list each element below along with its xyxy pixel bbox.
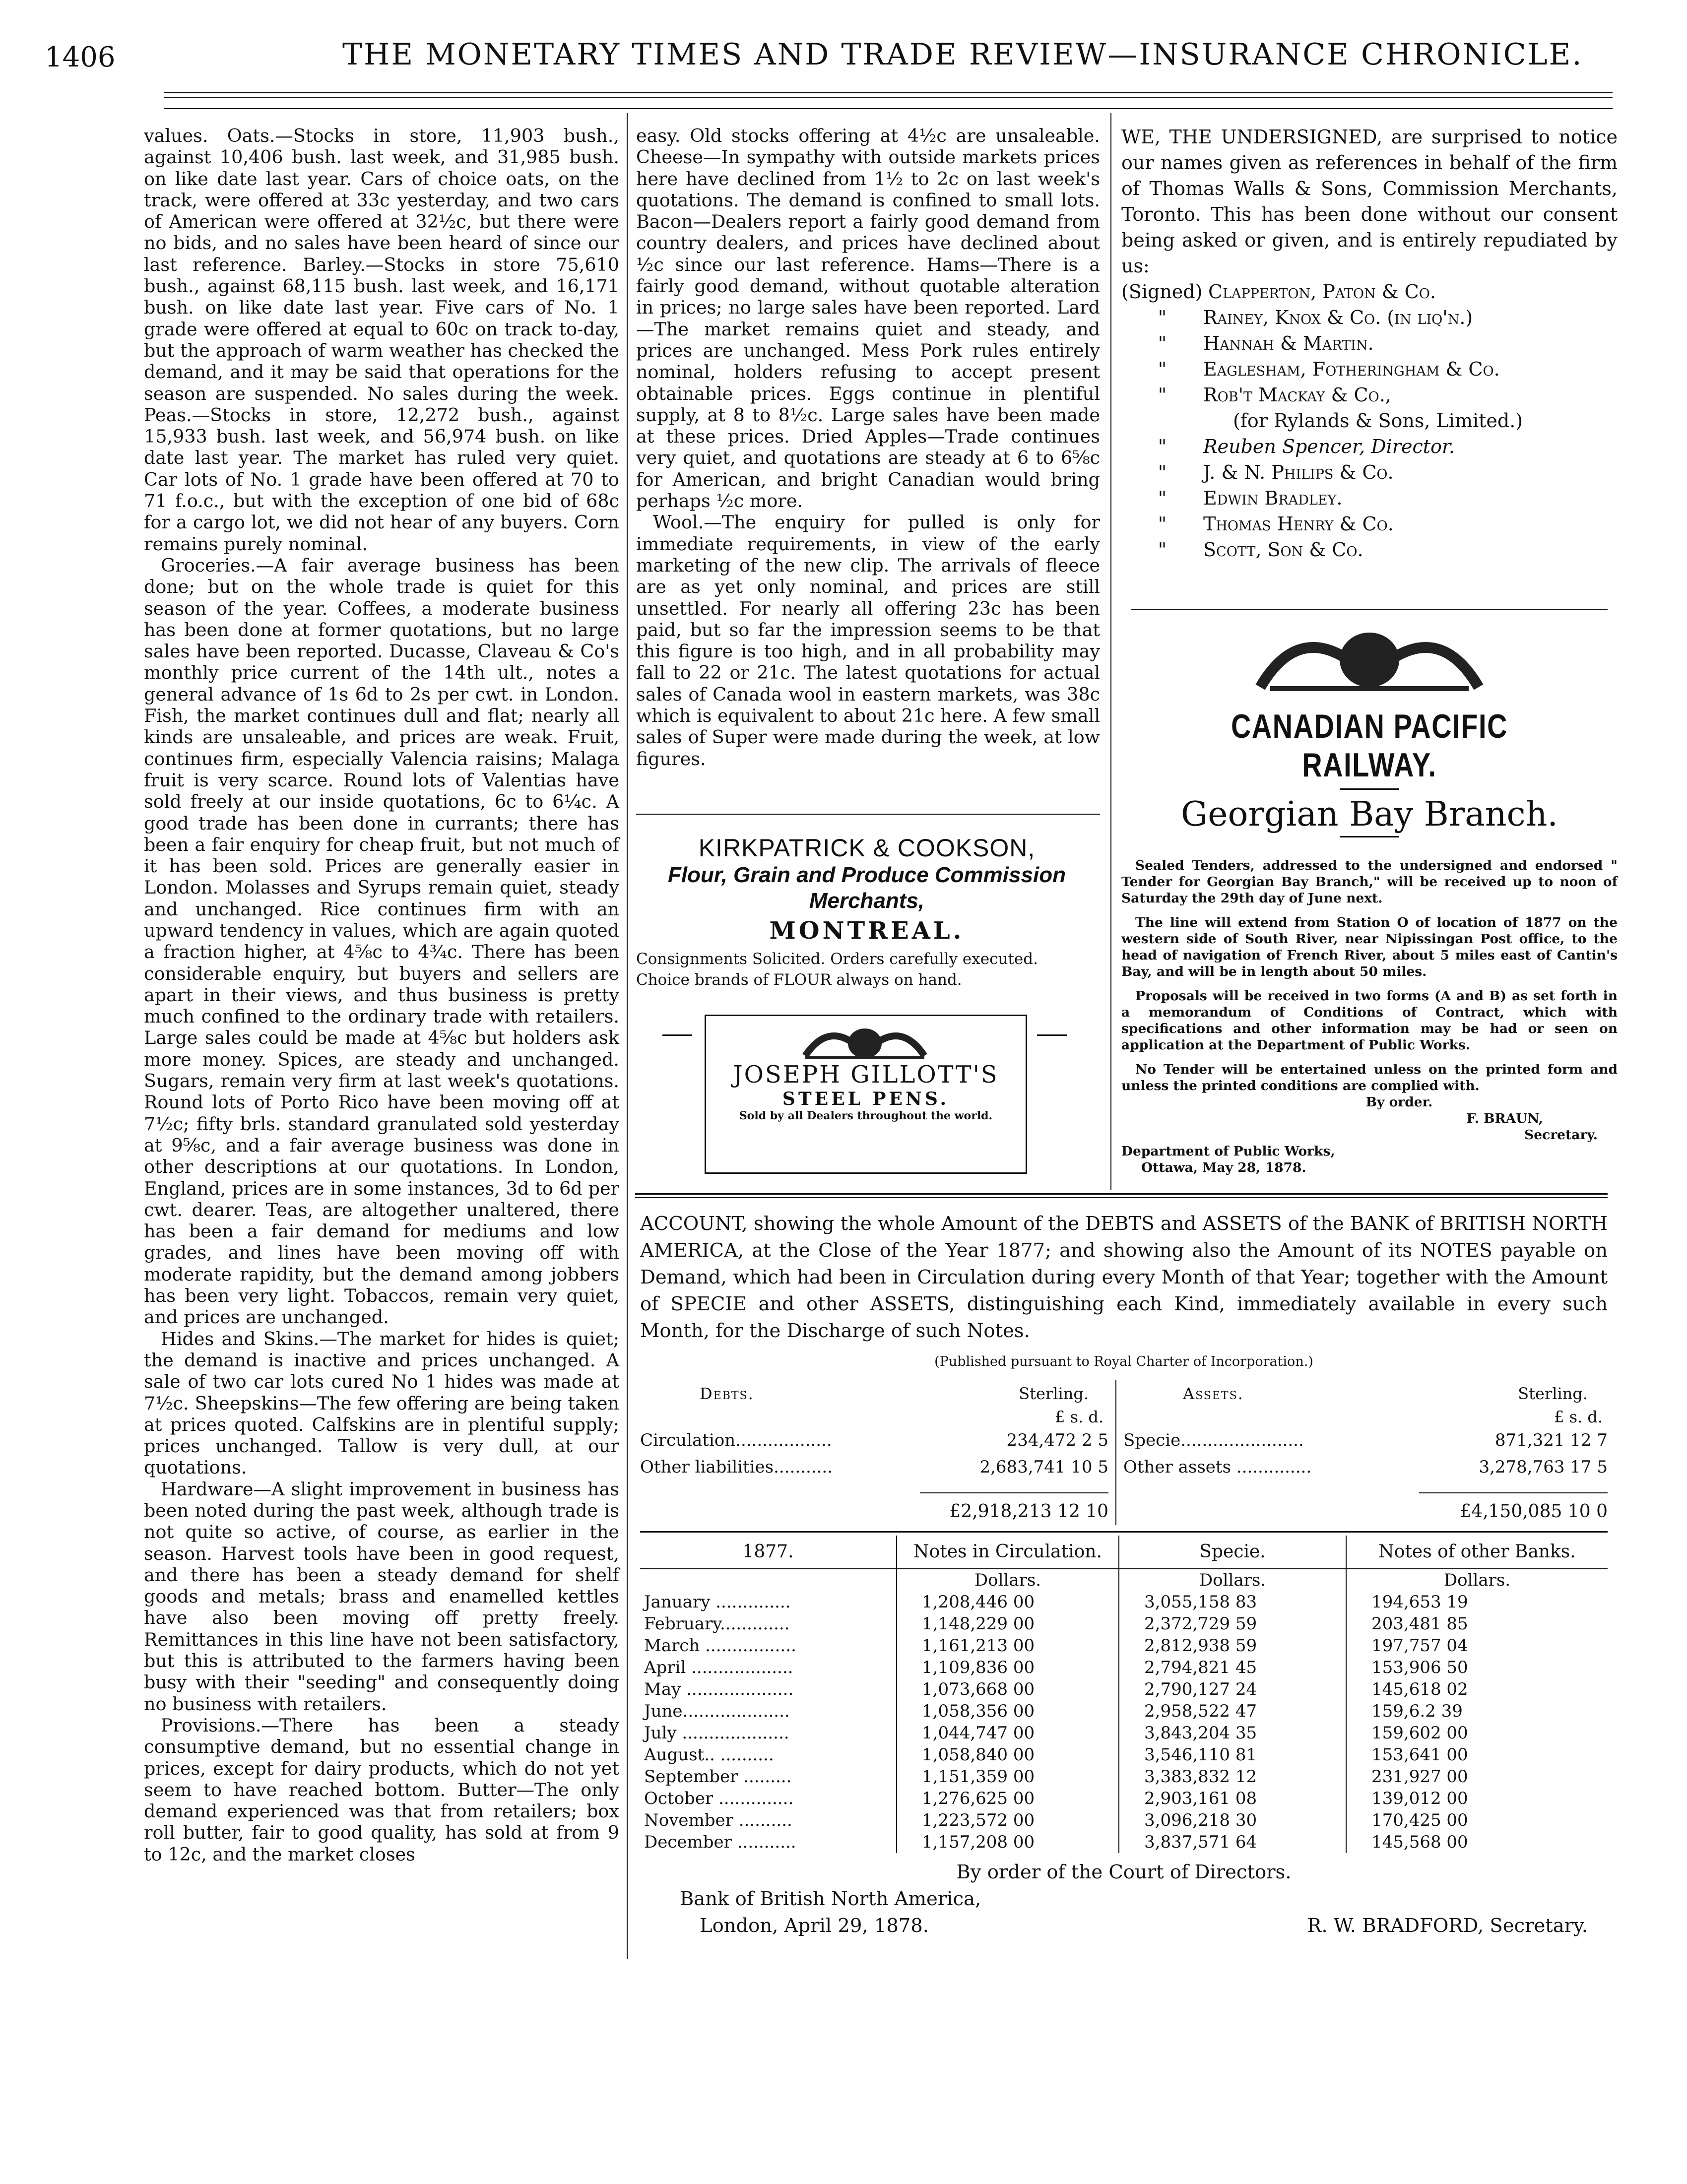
- signatory: Eaglesham, Fotheringham & Co.: [1203, 358, 1500, 380]
- ditto-mark: ": [1158, 461, 1167, 483]
- month-name: October ..............: [640, 1788, 897, 1809]
- header-rule: [164, 92, 1613, 93]
- column-divider-1: [627, 113, 628, 1959]
- debt-name: Circulation..................: [640, 1430, 832, 1450]
- debts-total: £2,918,213 12 10: [949, 1501, 1108, 1522]
- ad-rule: [636, 814, 1100, 815]
- sterling-label: Sterling.: [1019, 1384, 1089, 1403]
- notes-value: 1,058,840 00: [897, 1744, 1119, 1766]
- notes-value: 1,161,213 00: [897, 1635, 1119, 1657]
- cpr-p1: Sealed Tenders, addressed to the undersigned and endorsed " Tender for Georgian Bay Branch," will be received up to noon of Saturday the 29th day of June next.: [1121, 858, 1618, 906]
- notes-value: 1,208,446 00: [897, 1591, 1119, 1613]
- paragraph-grain: values. Oats.—Stocks in store, 11,903 bush., against 10,406 bush. last week, and 31,985 bush. on like date last year. Cars of choice oats, on the track, were offered at 33c yesterday, and two cars of American were offered at 32½c, but there were no bids, and no sales have been heard of since our last reference. Barley.—Stocks in store 75,610 bush., against 68,115 bush. last week, and 16,171 bush. on like date last year. Five cars of No. 1 grade were offered at equal to 60c on track to-day, but the approach of warm weather has checked the demand, and it may be said that operations for the season are suspended. No sales during the week. Peas.—Stocks in store, 12,272 bush., against 15,933 bush. last week, and 56,974 bush. on like date last year. The market has ruled very quiet. Car lots of No. 1 grade have been offered at 70 to 71 f.o.c., but with the exception of one bid of 68c for a cargo lot, we did not hear of any buyers. Corn remains purely nominal.: [144, 125, 619, 555]
- kirk-line1: Flour, Grain and Produce Commission: [668, 863, 1066, 887]
- page-title: THE MONETARY TIMES AND TRADE REVIEW—INSURANCE CHRONICLE.: [342, 37, 1583, 72]
- gillott-sold: Sold by all Dealers throughout the world.: [739, 1109, 993, 1122]
- account-secretary: R. W. BRADFORD, Secretary.: [1307, 1915, 1588, 1937]
- debts-section: [640, 1380, 1116, 1525]
- signatory: Thomas Henry & Co.: [1203, 513, 1394, 535]
- kirk-city: MONTREAL.: [769, 917, 965, 945]
- month-name: July ....................: [640, 1722, 897, 1744]
- account-place: London, April 29, 1878.: [700, 1915, 929, 1937]
- bank-name: Bank of British North America,: [680, 1888, 981, 1910]
- assets-total: £4,150,085 10 0: [1460, 1501, 1608, 1522]
- specie-value: 3,546,110 81: [1119, 1744, 1346, 1766]
- account-heading: ACCOUNT, showing the whole Amount of the DEBTS and ASSETS of the BANK of BRITISH NORTH AMERICA, at the Close of the Year 1877; and showing also the Amount of its NOTES payable on Demand, which had been in Circulation during every Month of that Year; together with the Amount of SPECIE and other ASSETS, distinguishing each Kind, immediately available in every such Month, for the Discharge of such Notes.: [640, 1213, 1608, 1342]
- gillott-name: JOSEPH GILLOTT'S: [733, 1061, 999, 1089]
- coat-of-arms-icon: [795, 1021, 934, 1061]
- signatory: Edwin Bradley.: [1203, 487, 1343, 509]
- signatory: Hannah & Martin.: [1203, 332, 1374, 354]
- other-banks-value: 153,641 00: [1371, 1745, 1468, 1765]
- monthly-table: [640, 1536, 1608, 1853]
- other-banks-value: 231,927 00: [1371, 1767, 1468, 1787]
- account-rule: [635, 1193, 1608, 1195]
- other-banks-value: 203,481 85: [1371, 1614, 1468, 1634]
- gillott-advertisement: [705, 1015, 1027, 1174]
- notes-value: 1,276,625 00: [897, 1788, 1119, 1809]
- debt-row: [640, 1454, 1108, 1480]
- paragraph-hides: Hides and Skins.—The market for hides is quiet; the demand is inactive and prices unchanged. A sale of two car lots cured No 1 hides was made at 7½c. Sheepskins—The few offering are being taken at prices quoted. Calfskins are in plentiful supply; prices unchanged. Tallow is very dull, at our quotations.: [144, 1328, 619, 1478]
- other-banks-value: 159,602 00: [1371, 1723, 1468, 1743]
- month-row: [640, 1788, 1608, 1809]
- page-header: [45, 37, 1642, 82]
- account-rule-2: [635, 1197, 1608, 1198]
- col-other: Notes of other Banks.: [1378, 1542, 1576, 1562]
- ditto-mark: ": [1158, 332, 1167, 354]
- debt-row: [640, 1427, 1108, 1454]
- cpr-title: CANADIAN PACIFIC RAILWAY.: [1231, 707, 1508, 784]
- month-row: [640, 1613, 1608, 1635]
- specie-value: 3,837,571 64: [1119, 1831, 1346, 1853]
- col-specie: Specie.: [1119, 1536, 1346, 1569]
- kirk-line2: Merchants,: [809, 889, 925, 913]
- ditto-mark: ": [1158, 436, 1167, 457]
- month-row: [640, 1635, 1608, 1657]
- debt-amount: 2,683,741 10 5: [979, 1457, 1108, 1477]
- asset-amount: 871,321 12 7: [1494, 1430, 1608, 1450]
- sterling-label: Sterling.: [1518, 1384, 1588, 1403]
- asset-name: Specie.......................: [1123, 1430, 1304, 1450]
- notes-value: 1,148,229 00: [897, 1613, 1119, 1635]
- signatory: Reuben Spencer, Director.: [1203, 436, 1455, 457]
- notes-value: 1,073,668 00: [897, 1678, 1119, 1700]
- month-name: November ..........: [640, 1809, 897, 1831]
- kirk-name: KIRKPATRICK & COOKSON,: [698, 834, 1036, 862]
- signed-label: (Signed): [1121, 281, 1203, 303]
- gill-rule-r: [1037, 1034, 1067, 1036]
- cpr-role: Secretary.: [1524, 1127, 1598, 1143]
- notice-rule: [1131, 609, 1608, 610]
- other-banks-value: 170,425 00: [1371, 1810, 1468, 1830]
- header-rule-2: [164, 97, 1613, 98]
- month-name: March .................: [640, 1635, 897, 1657]
- other-banks-value: 153,906 50: [1371, 1658, 1468, 1677]
- asset-row: [1123, 1427, 1608, 1454]
- cpr-p4: No Tender will be entertained unless on the printed form and unless the printed conditions are complied with.: [1121, 1062, 1618, 1093]
- paragraph-provisions-cont: easy. Old stocks offering at 4½c are unsaleable. Cheese—In sympathy with outside markets prices here have declined from 1½ to 2c on last week's quotations. The demand is confined to small lots. Bacon—Dealers report a fairly good demand from country dealers, and prices have declined about ½c since our last reference. Hams—There is a fairly good demand, without quotable alteration in prices; no large sales have been reported. Lard—The market remains quiet and steady, and prices are unchanged. Mess Pork rules entirely nominal, holders refusing to accept present obtainable prices. Eggs continue in plentiful supply, at 8 to 8½c. Large sales have been made at these prices. Dried Apples—Trade continues very quiet, and quotations are steady at 6 to 6⅝c for American, and bright Canadian would bring perhaps ½c more.: [636, 125, 1100, 512]
- signatory-note: (for Rylands & Sons, Limited.): [1233, 410, 1523, 432]
- specie-value: 3,383,832 12: [1119, 1766, 1346, 1788]
- cpr-byorder: By order.: [1365, 1094, 1433, 1110]
- month-row: [640, 1657, 1608, 1678]
- month-row: [640, 1700, 1608, 1722]
- specie-value: 2,812,938 59: [1119, 1635, 1346, 1657]
- month-name: May ....................: [640, 1678, 897, 1700]
- other-banks-value: 145,618 02: [1371, 1679, 1468, 1699]
- court-order: By order of the Court of Directors.: [956, 1861, 1292, 1883]
- cpr-signer: F. BRAUN,: [1466, 1111, 1543, 1126]
- paragraph-wool: Wool.—The enquiry for pulled is only for immediate requirements, in view of the early marketing of the new clip. The arrivals of fleece are as yet only nominal, and prices are still unsettled. For nearly all offering 23c has been paid, but so far the impression seems to be that this figure is too high, and in all probability may fall to 22 or 21c. The latest quotations for actual sales of Canada wool in eastern markets, was 38c which is equivalent to about 21c here. A few small sales of Super were made during the week, at low figures.: [636, 512, 1100, 770]
- paragraph-hardware: Hardware—A slight improvement in business has been noted during the past week, although trade is not quite so active, of course, as earlier in the season. Harvest tools have been in good request, and there has been a steady demand for shelf goods and metals; brass and enamelled kettles have also been moving off pretty freely. Remittances in this line have not been satisfactory, but this is attributed to the farmers having been busy with their "seeding" and consequently doing no business with retailers.: [144, 1478, 619, 1715]
- month-name: September .........: [640, 1766, 897, 1788]
- debt-amount: 234,472 2 5: [1006, 1430, 1108, 1450]
- ditto-mark: ": [1158, 307, 1167, 328]
- month-name: December ...........: [640, 1831, 897, 1853]
- column-divider-2: [1110, 113, 1111, 1190]
- paragraph-groceries: Groceries.—A fair average business has been done; but on the whole trade is quiet for this season of the year. Coffees, a moderate business has been done at former quotations, but no large sales have been reported. Ducasse, Claveau & Co's monthly price current of the 14th ult., notes a general advance of 1s 6d to 2s per cwt. in London. Fish, the market continues dull and flat; nearly all kinds are unsaleable, and prices are weak. Fruit, continues firm, especially Valencia raisins; Malaga fruit is very scarce. Round lots of Valentias have sold freely at our inside quotations, 6c to 6¼c. A good trade has been done in currants; there has been a fair enquiry for cheap fruit, but not much of it has been sold. Prices are generally easier in London. Molasses and Syrups remain quiet, steady and unchanged. Rice continues firm with an upward tendency in values, which are again quoted a fraction higher, at 4⅝c to 4¾c. There has been considerable enquiry, but buyers and sellers are apart in their views, and thus business is pretty much confined to the ordinary trade with retailers. Large sales could be made at 4⅝c but holders ask more money. Spices, are steady and unchanged. Sugars, remain very firm at last week's quotations. Round lots of Porto Rico have been moving off at 7½c; fifty brls. standard granulated sold yesterday at 9⅝c, and a fair average business was done in other descriptions at our quotations. In London, England, prices are in some instances, 3d to 6d per cwt. dearer. Teas, are altogether unaltered, there has been a fair demand for mediums and low grades, and lines have been moving off with moderate rapidity, but the demand among jobbers has been very light. Tobaccos, remain very quiet, and prices are unchanged.: [144, 554, 619, 1328]
- unit-label: Dollars.: [1119, 1569, 1346, 1591]
- repudiation-notice: [1121, 124, 1618, 563]
- month-name: February.............: [640, 1613, 897, 1635]
- specie-value: 2,372,729 59: [1119, 1613, 1346, 1635]
- col-notes: Notes in Circulation.: [897, 1536, 1119, 1569]
- lsd-label: £ s. d.: [1055, 1408, 1103, 1426]
- month-name: August.. ..........: [640, 1744, 897, 1766]
- cpr-p3: Proposals will be received in two forms (A and B) as set forth in a memorandum of Conditions of Contract, which with specifications and other information may be had or seen on application at the Department of Public Works.: [1121, 988, 1618, 1053]
- asset-name: Other assets ..............: [1123, 1457, 1312, 1477]
- ditto-mark: ": [1158, 358, 1167, 380]
- col-year: 1877.: [640, 1536, 897, 1569]
- specie-value: 3,055,158 83: [1119, 1591, 1346, 1613]
- gill-rule-l: [662, 1034, 692, 1036]
- cpr-p2: The line will extend from Station O of location of 1877 on the western side of South River, near Nipissingan Post office, to the head of navigation of French River, about 5 miles east of Cantin's Bay, and will be in length about 50 miles.: [1121, 915, 1618, 979]
- month-row: [640, 1744, 1608, 1766]
- signatory: Rob't Mackay & Co.,: [1203, 384, 1391, 406]
- specie-value: 2,790,127 24: [1119, 1678, 1346, 1700]
- specie-value: 3,096,218 30: [1119, 1809, 1346, 1831]
- assets-label: Assets.: [1183, 1384, 1244, 1403]
- market-column-1: [144, 125, 619, 1865]
- notes-value: 1,151,359 00: [897, 1766, 1119, 1788]
- kirk-consignments: Consignments Solicited. Orders carefully executed.: [636, 950, 1038, 968]
- month-row: [640, 1722, 1608, 1744]
- ditto-mark: ": [1158, 513, 1167, 535]
- month-name: June....................: [640, 1700, 897, 1722]
- other-banks-value: 159,6.2 39: [1371, 1701, 1463, 1721]
- month-row: [640, 1831, 1608, 1853]
- debt-name: Other liabilities...........: [640, 1457, 833, 1477]
- month-name: January ..............: [640, 1591, 897, 1613]
- specie-value: 2,903,161 08: [1119, 1788, 1346, 1809]
- account-published: (Published pursuant to Royal Charter of Incorporation.): [934, 1354, 1313, 1369]
- other-banks-value: 139,012 00: [1371, 1789, 1468, 1808]
- specie-value: 2,958,522 47: [1119, 1700, 1346, 1722]
- market-column-2: [636, 125, 1100, 770]
- kirkpatrick-advertisement: [636, 834, 1098, 990]
- month-name: April ...................: [640, 1657, 897, 1678]
- assets-section: [1116, 1380, 1608, 1525]
- notice-intro: WE, THE UNDERSIGNED, are surprised to notice our names given as references in behalf of the firm of Thomas Walls & Sons, Commission Merchants, Toronto. This has been done without our consent being asked or given, and is entirely repudiated by us:: [1121, 126, 1618, 277]
- cpr-subtitle: Georgian Bay Branch.: [1180, 795, 1558, 834]
- unit-label: Dollars.: [897, 1569, 1119, 1591]
- unit-label: Dollars.: [1443, 1570, 1511, 1590]
- cpr-sub-rule: [1340, 836, 1399, 837]
- other-banks-value: 145,568 00: [1371, 1832, 1468, 1852]
- signatory: Scott, Son & Co.: [1203, 539, 1363, 561]
- ditto-mark: ": [1158, 539, 1167, 561]
- ditto-mark: ": [1158, 384, 1167, 406]
- cpr-tender-notice: [1121, 620, 1618, 1176]
- paragraph-provisions: Provisions.—There has been a steady consumptive demand, but no essential change in prices, except for dairy products, which do not yet seem to have reached bottom. Butter—The only demand experienced was that from retailers; box roll butter, fair to good quality, has sold at from 9 to 12c, and the market closes: [144, 1714, 619, 1865]
- notes-value: 1,223,572 00: [897, 1809, 1119, 1831]
- kirk-flour: Choice brands of FLOUR always on hand.: [636, 971, 962, 989]
- month-row: [640, 1678, 1608, 1700]
- header-rule-3: [164, 108, 1613, 109]
- month-row: [640, 1809, 1608, 1831]
- month-row: [640, 1766, 1608, 1788]
- gillott-pens: STEEL PENS.: [782, 1089, 950, 1109]
- debts-label: Debts.: [700, 1384, 754, 1403]
- specie-value: 3,843,204 35: [1119, 1722, 1346, 1744]
- month-row: [640, 1591, 1608, 1613]
- asset-amount: 3,278,763 17 5: [1479, 1457, 1608, 1477]
- notes-value: 1,157,208 00: [897, 1831, 1119, 1853]
- lsd-label: £ s. d.: [1554, 1408, 1603, 1426]
- bank-account-statement: [640, 1211, 1608, 1939]
- cpr-date: Ottawa, May 28, 1878.: [1141, 1160, 1306, 1175]
- cpr-title-rule: [1340, 788, 1399, 790]
- signatory: Rainey, Knox & Co. (in liq'n.): [1203, 307, 1473, 328]
- notes-value: 1,109,836 00: [897, 1657, 1119, 1678]
- other-banks-value: 197,757 04: [1371, 1636, 1468, 1656]
- asset-row: [1123, 1454, 1608, 1480]
- cpr-dept: Department of Public Works,: [1121, 1144, 1335, 1159]
- specie-value: 2,794,821 45: [1119, 1657, 1346, 1678]
- notes-value: 1,058,356 00: [897, 1700, 1119, 1722]
- signatory: Clapperton, Paton & Co.: [1208, 281, 1436, 303]
- ditto-mark: ": [1158, 487, 1167, 509]
- signatory: J. & N. Philips & Co.: [1203, 461, 1394, 483]
- debts-assets: [640, 1380, 1608, 1525]
- other-banks-value: 194,653 19: [1371, 1592, 1468, 1612]
- coat-of-arms-icon: [1250, 628, 1489, 697]
- page-number: 1406: [45, 41, 116, 73]
- cpr-body: [1121, 857, 1618, 1176]
- notes-value: 1,044,747 00: [897, 1722, 1119, 1744]
